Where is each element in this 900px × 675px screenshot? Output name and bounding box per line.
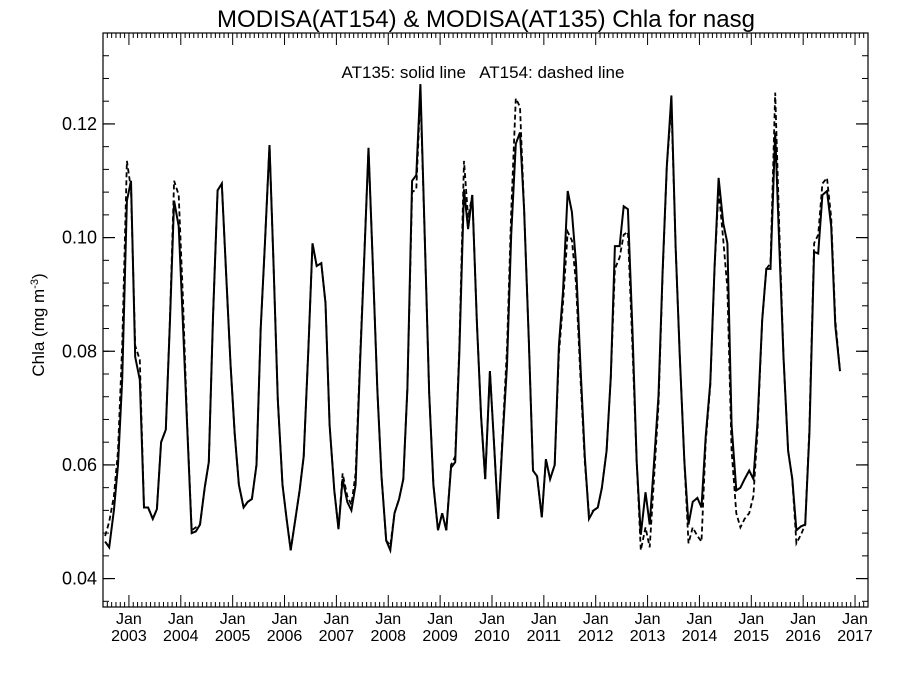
- x-tick-year: 2014: [681, 628, 718, 645]
- series-lines: [105, 84, 840, 550]
- x-tick-month: Jan: [842, 611, 868, 628]
- y-tick-label: 0.08: [61, 341, 97, 362]
- tick-labels: [62, 114, 873, 645]
- x-tick-year: 2010: [474, 628, 510, 645]
- x-tick-month: Jan: [530, 611, 557, 628]
- chart-title: MODISA(AT154) & MODISA(AT135) Chla for nasg: [217, 6, 755, 33]
- x-tick-year: 2017: [837, 628, 873, 645]
- series-annotation: AT135: solid line AT154: dashed line: [341, 63, 625, 82]
- x-tick-year: 2016: [785, 628, 821, 645]
- y-axis-label: [29, 273, 48, 376]
- x-tick-year: 2003: [111, 628, 147, 645]
- y-axis-label-main: Chla (mg m: [29, 288, 48, 377]
- x-tick-year: 2006: [266, 628, 303, 645]
- x-tick-year: 2008: [370, 628, 407, 645]
- x-tick-year: 2015: [733, 628, 770, 645]
- x-tick-month: Jan: [634, 611, 661, 628]
- y-tick-label: 0.04: [61, 568, 97, 589]
- x-tick-year: 2012: [577, 628, 614, 645]
- axis-ticks: [103, 33, 868, 607]
- x-tick-month: Jan: [167, 611, 194, 628]
- x-tick-year: 2011: [526, 628, 562, 645]
- x-tick-month: Jan: [582, 611, 609, 628]
- x-tick-year: 2005: [214, 628, 251, 645]
- x-tick-year: 2009: [422, 628, 458, 645]
- x-tick-year: 2007: [318, 628, 355, 645]
- x-tick-year: 2013: [629, 628, 666, 645]
- x-tick-month: Jan: [271, 611, 298, 628]
- x-tick-month: Jan: [219, 611, 246, 628]
- x-tick-month: Jan: [116, 611, 142, 628]
- y-axis-label-sup: -3: [29, 279, 41, 289]
- y-tick-label: 0.10: [61, 227, 97, 248]
- x-tick-month: Jan: [323, 611, 350, 628]
- x-tick-month: Jan: [427, 611, 454, 628]
- x-tick-month: Jan: [686, 611, 713, 628]
- x-tick-month: Jan: [479, 611, 505, 628]
- x-tick-month: Jan: [375, 611, 402, 628]
- series-line-at135: [105, 84, 840, 550]
- y-axis-label-close: ): [29, 273, 48, 280]
- y-tick-label: 0.12: [61, 113, 97, 134]
- y-tick-label: 0.06: [61, 454, 97, 475]
- x-tick-month: Jan: [738, 611, 765, 628]
- plot-area-frame: [103, 33, 868, 607]
- x-tick-month: Jan: [790, 611, 817, 628]
- x-tick-year: 2004: [162, 628, 199, 645]
